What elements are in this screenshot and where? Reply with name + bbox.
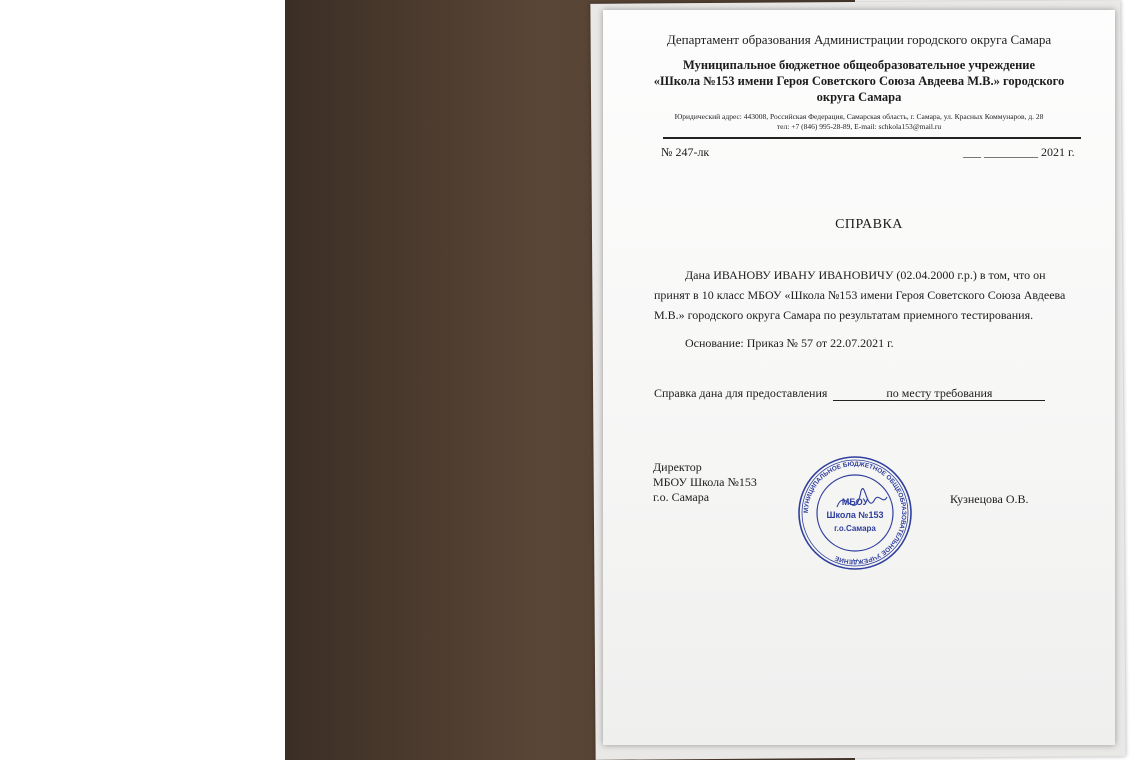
document-title: СПРАВКА (835, 217, 903, 232)
org-name-line2: «Школа №153 имени Героя Советского Союза Авдеева М.В.» городского (653, 74, 1065, 88)
signer-name: Кузнецова О.В. (950, 492, 1029, 506)
given-for-label: Справка дана для предоставления (654, 386, 828, 400)
header-divider (663, 137, 1081, 139)
body-line: принят в 10 класс МБОУ «Школа №153 имени Героя Советского Союза Авдеева (654, 288, 1066, 302)
stamp-ring-text: МУНИЦИПАЛЬНОЕ БЮДЖЕТНОЕ ОБЩЕОБРАЗОВАТЕЛЬНОЕ УЧРЕЖДЕНИЕ (802, 460, 908, 566)
document-date: ___ _________ 2021 г. (963, 145, 1075, 159)
stamp-center-line2: Школа №153 (826, 510, 884, 520)
department-name: Департамент образования Администрации городского округа Самара (666, 32, 1052, 47)
signer-org: МБОУ Школа №153 (653, 475, 757, 489)
org-name-line3: округа Самара (816, 90, 902, 104)
body-line: М.В.» городского округа Самара по результатам приемного тестирования. (654, 308, 1034, 322)
basis-line: Основание: Приказ № 57 от 22.07.2021 г. (685, 336, 894, 350)
document-number: № 247-лк (661, 145, 710, 159)
given-for-line (654, 386, 1045, 401)
contact-line: тел: +7 (846) 995-28-89, E-mail: schkola153@mail.ru (776, 122, 942, 131)
address-line: Юридический адрес: 443008, Российская Федерация, Самарская область, г. Самара, ул. Красных Коммунаров, д. 28 (674, 112, 1044, 121)
given-for-value: по месту требования (833, 387, 1045, 401)
document-page (603, 10, 1115, 745)
stamp-center-line1: МБОУ (841, 497, 869, 507)
signer-city: г.о. Самара (653, 490, 710, 504)
photo-background (285, 0, 1075, 760)
stamp-center-line3: г.о.Самара (834, 524, 876, 533)
signer-title: Директор (653, 460, 702, 474)
body-line: Дана ИВАНОВУ ИВАНУ ИВАНОВИЧУ (02.04.2000 г.р.) в том, что он (685, 268, 1046, 282)
official-stamp (797, 455, 913, 571)
org-name-line1: Муниципальное бюджетное общеобразовательное учреждение (682, 58, 1036, 72)
